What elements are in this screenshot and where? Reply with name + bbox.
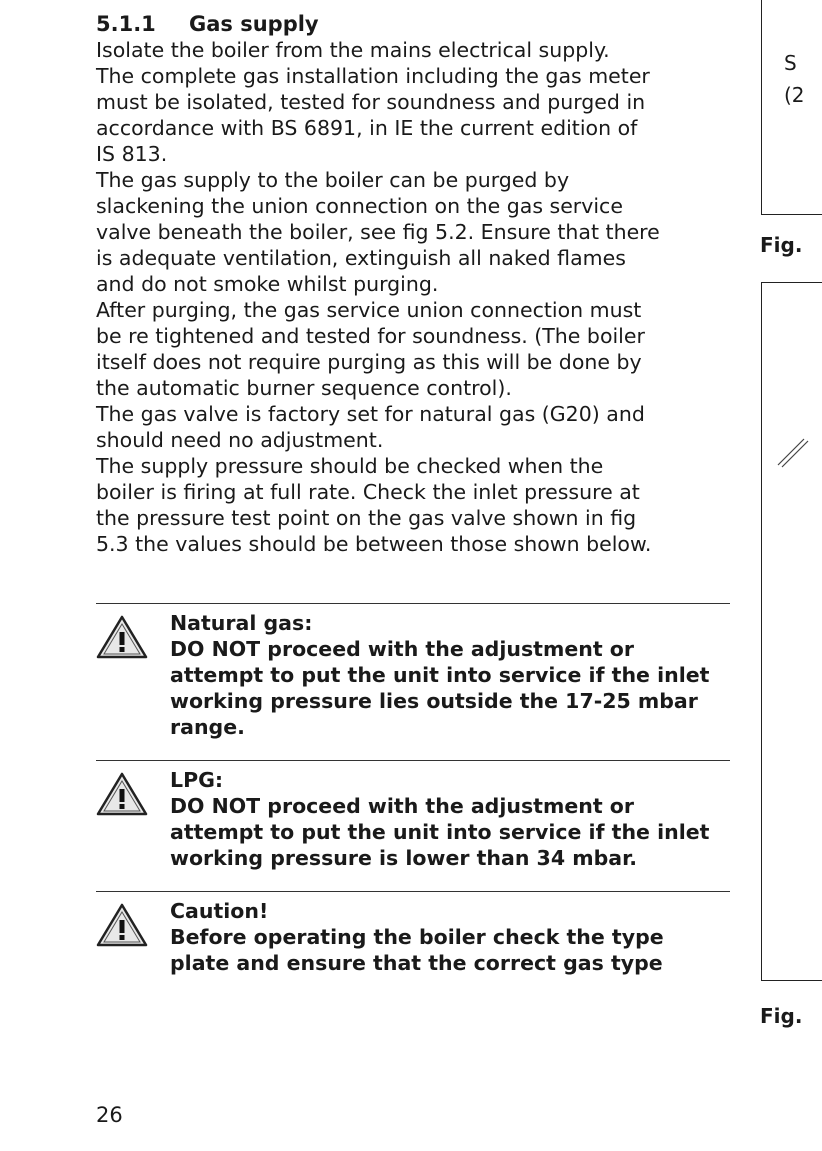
section-heading xyxy=(96,11,736,37)
paragraph-gas-valve: The gas valve is factory set for natural gas (G20) and should need no adjustment. xyxy=(96,402,645,452)
right-top-box xyxy=(761,0,822,215)
figure-label-2: Fig. xyxy=(760,1004,803,1028)
warnings-list xyxy=(96,603,730,992)
page-number: 26 xyxy=(96,1103,123,1127)
figure-label-1: Fig. xyxy=(760,233,803,257)
section-title: Gas supply xyxy=(189,12,319,36)
figure-fragment-lines xyxy=(774,433,814,473)
warning-text: LPG: DO NOT proceed with the adjustment or attempt to put the unit into service if the inlet working pressure is lower than 34 mbar. xyxy=(170,768,710,870)
warning-triangle-icon xyxy=(96,771,148,817)
warning-triangle-icon xyxy=(96,614,148,660)
warning-caution xyxy=(96,891,730,992)
paragraph-after-purging: After purging, the gas service union connection must be re tightened and tested for soundness. (The boiler itself does not require purging as this will be done by the automatic burner sequence control). xyxy=(96,298,645,400)
section-number: 5.1.1 xyxy=(96,12,156,36)
paragraph-isolate: Isolate the boiler from the mains electrical supply. xyxy=(96,38,610,62)
paragraph-supply-pressure: The supply pressure should be checked when the boiler is firing at full rate. Check the inlet pressure at the pressure test point on the gas valve shown in fig 5.3 the values should be between those shown below. xyxy=(96,454,652,556)
warning-text: Caution! Before operating the boiler check the type plate and ensure that the correct gas type xyxy=(170,899,664,975)
paragraph-installation: The complete gas installation including the gas meter must be isolated, tested for soundness and purged in accordance with BS 6891, in IE the current edition of IS 813. xyxy=(96,64,650,166)
right-box-text-line2: (2 xyxy=(784,83,805,107)
right-box-text-line1: S xyxy=(784,51,797,75)
warning-natural-gas xyxy=(96,603,730,760)
main-column xyxy=(96,11,736,557)
right-figure-box xyxy=(761,282,822,981)
warning-lpg xyxy=(96,760,730,891)
warning-triangle-icon xyxy=(96,902,148,948)
paragraph-purging: The gas supply to the boiler can be purged by slackening the union connection on the gas service valve beneath the boiler, see fig 5.2. Ensure that there is adequate ventilation, extinguish all naked flames and do not smoke whilst purging. xyxy=(96,168,660,296)
warning-text: Natural gas: DO NOT proceed with the adjustment or attempt to put the unit into service if the inlet working pressure lies outside the 17-25 mbar range. xyxy=(170,611,710,739)
